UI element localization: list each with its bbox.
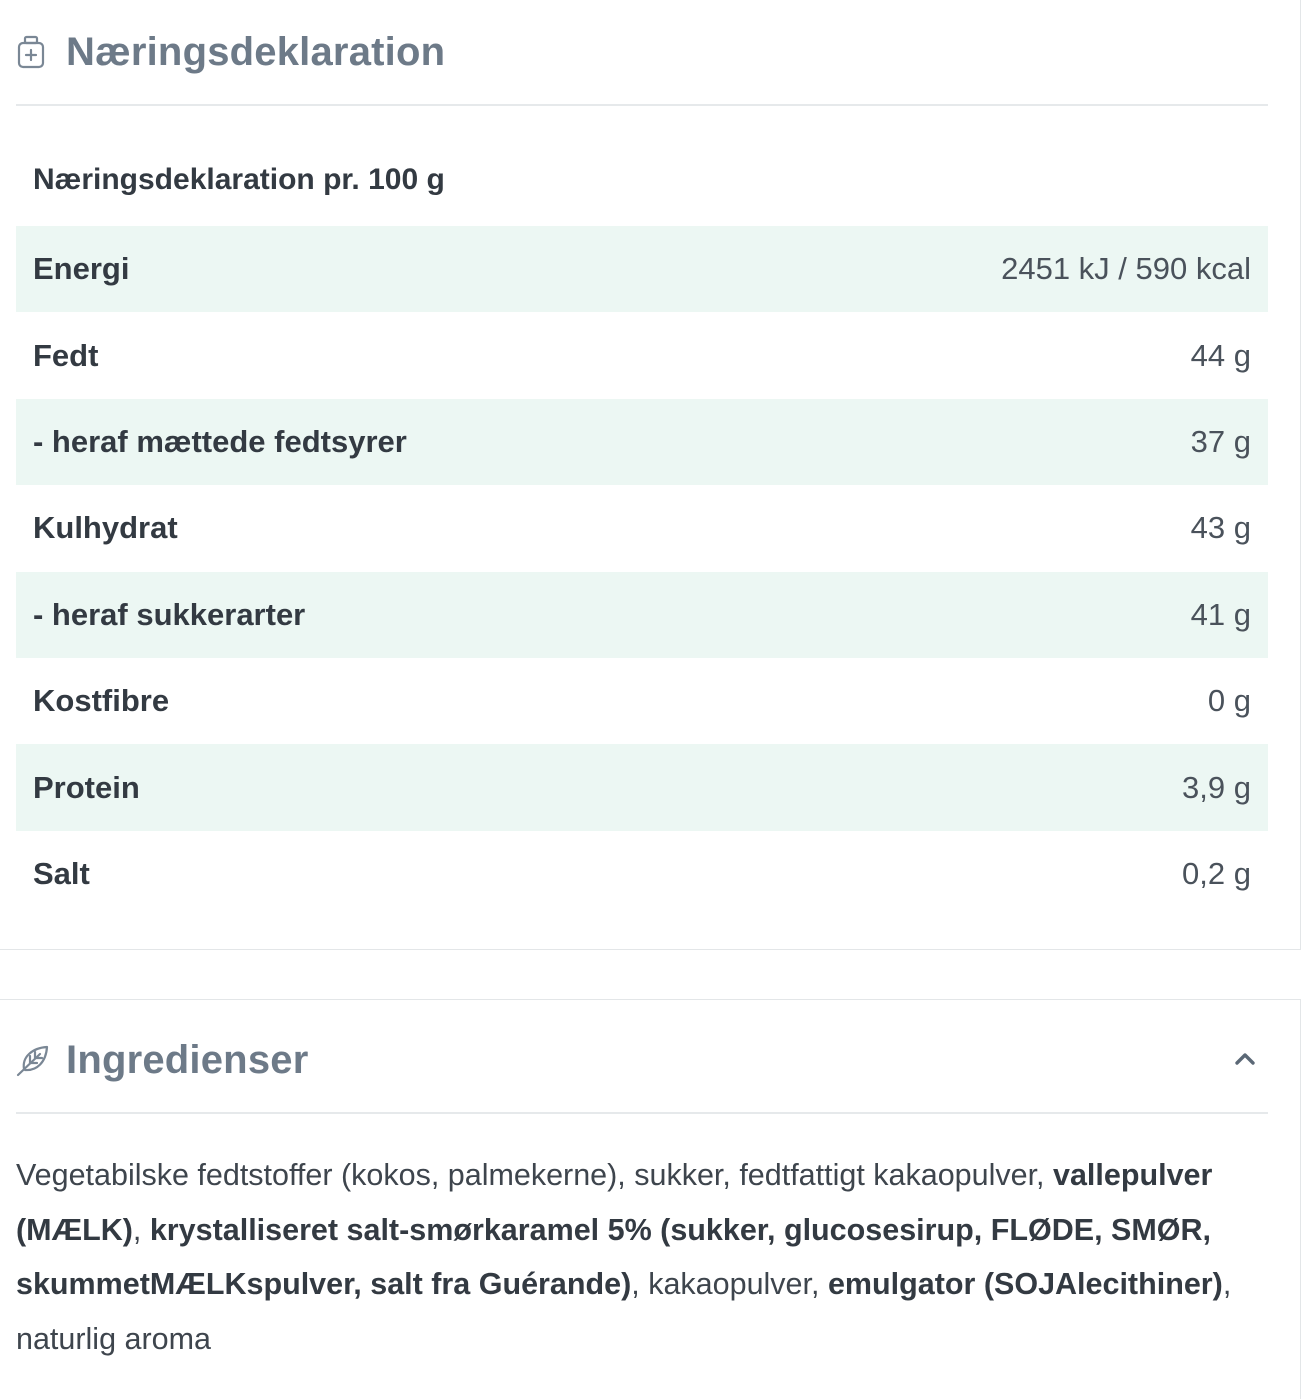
nutrient-name: Kostfibre [33,683,170,719]
nutrient-name: Salt [33,855,90,891]
nutrient-value: 37 g [1190,423,1251,459]
table-row [16,485,1268,571]
ingredients-card [0,999,1301,1399]
nutrient-name: - heraf mættede fedtsyrer [33,423,407,459]
allergen-segment: emulgator (SOJAlecithiner) [827,1267,1223,1301]
ingredients-segment: , kakaopulver, [631,1267,828,1301]
nutrient-value: 3,9 g [1182,769,1251,805]
allergen-segment: krystalliseret salt-smørkaramel 5% (sukker, glucosesirup, FLØDE, SMØR, skummetMÆLKspulver, salt fra Guérande) [16,1212,1211,1301]
nutrition-title: Næringsdeklaration [66,29,446,74]
ingredients-segment: , naturlig aroma [16,1267,1232,1356]
nutrient-value: 44 g [1190,337,1251,373]
ingredients-segment: , [132,1212,150,1247]
nutrition-table [16,226,1268,917]
ingredients-segment: Vegetabilske fedtstoffer (kokos, palmekerne), sukker, fedtfattigt kakaopulver, [16,1158,1053,1192]
ingredients-title: Ingredienser [66,1037,309,1082]
table-row [16,831,1268,917]
ingredients-header[interactable] [16,1008,1268,1114]
table-row [16,572,1268,658]
nutrition-header [16,0,1268,106]
nutrient-value: 2451 kJ / 590 kcal [1001,251,1251,287]
nutrient-value: 0,2 g [1182,855,1251,891]
nutrient-name: Protein [33,769,140,805]
table-row [16,312,1268,398]
nutrient-value: 43 g [1190,510,1251,546]
table-row [16,744,1268,830]
nutrient-name: Fedt [33,337,99,373]
ingredients-text [16,1148,1266,1366]
table-row [16,399,1268,485]
nutrient-name: - heraf sukkerarter [33,596,306,632]
nutrient-value: 0 g [1207,683,1251,719]
nutrition-caption: Næringsdeklaration pr. 100 g [33,163,445,196]
leaf-icon [16,1043,50,1077]
table-row [16,658,1268,744]
allergen-segment: vallepulver (MÆLK) [16,1158,1213,1247]
nutrient-name: Energi [33,251,130,287]
medicine-bottle-icon [16,35,50,69]
table-row [16,226,1268,312]
nutrient-name: Kulhydrat [33,510,178,546]
nutrient-value: 41 g [1190,596,1251,632]
chevron-up-icon[interactable] [1230,1044,1260,1074]
